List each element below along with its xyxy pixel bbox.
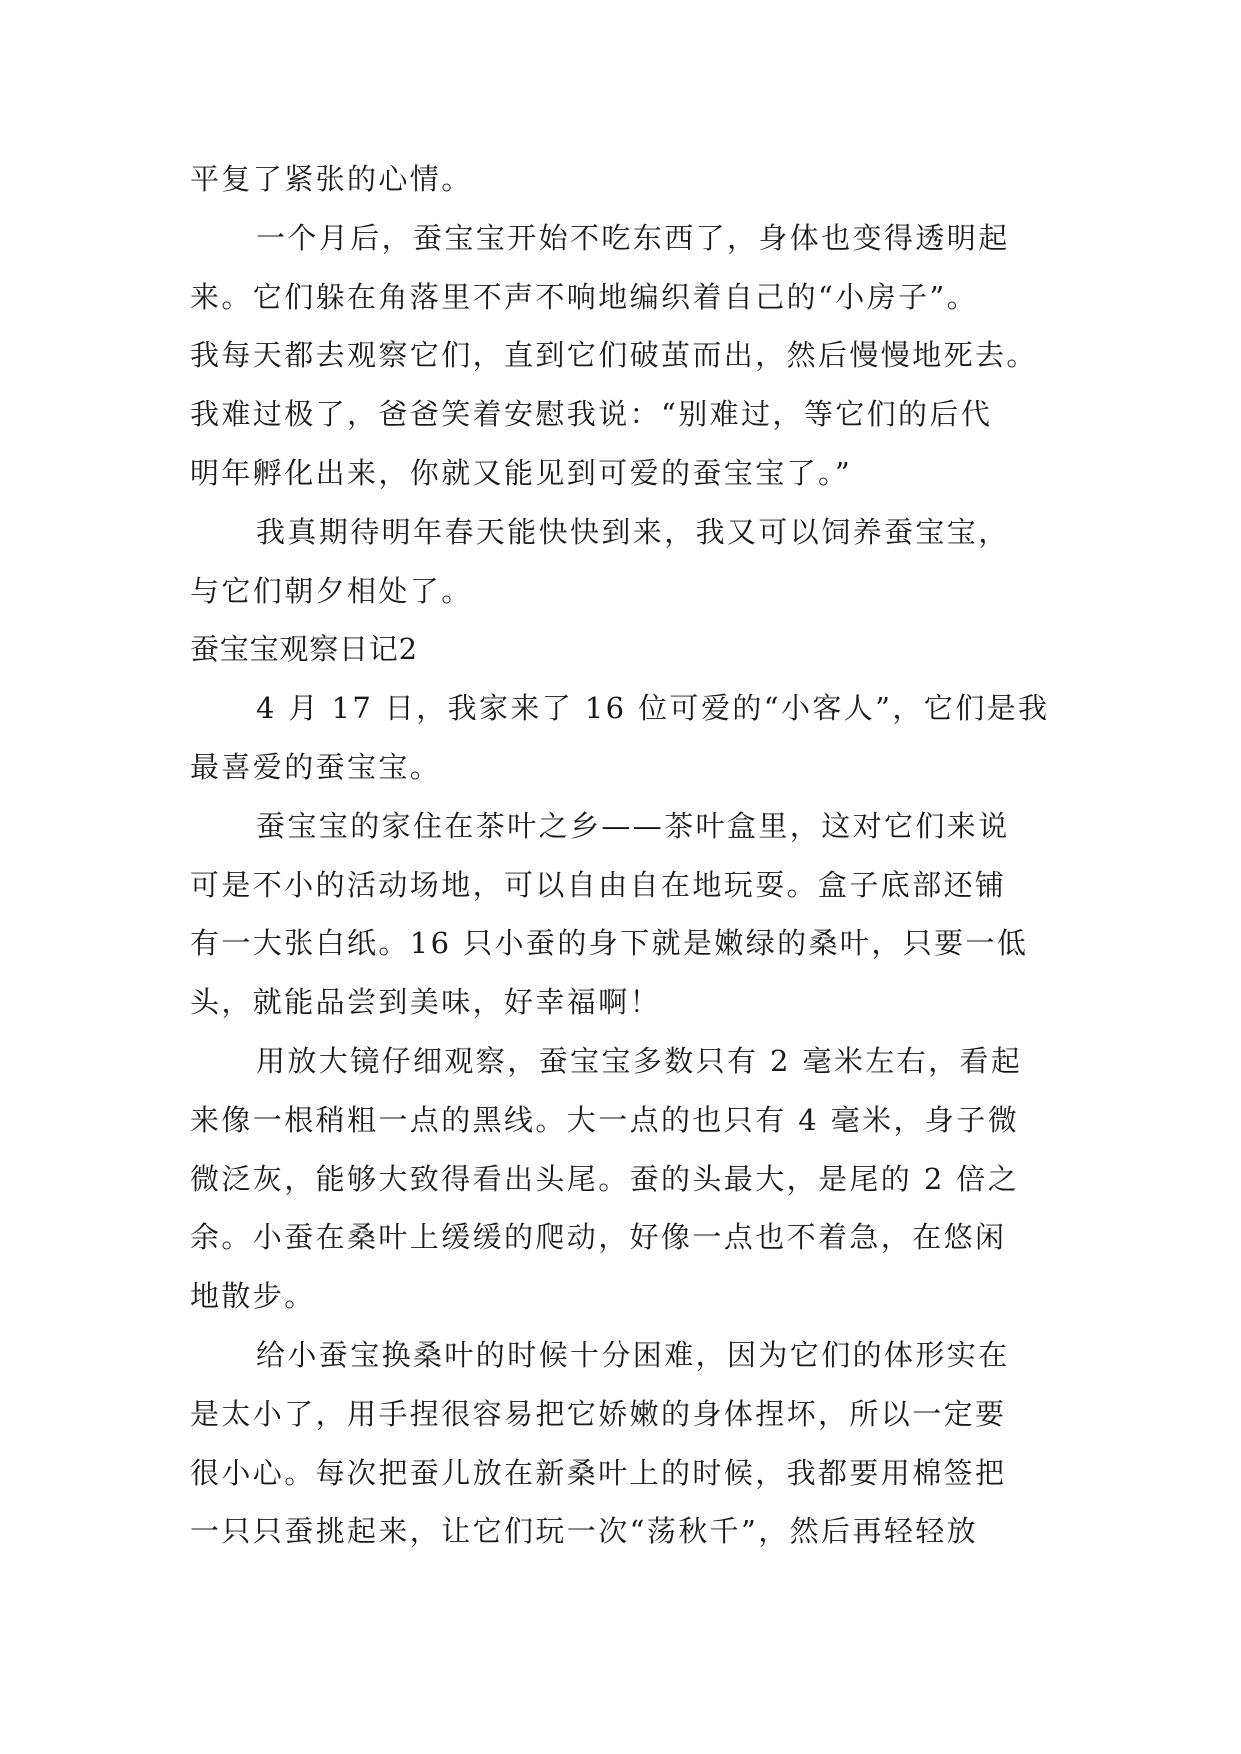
paragraph-line: 我真期待明年春天能快快到来，我又可以饲养蚕宝宝，: [256, 514, 1010, 549]
paragraph-line: 与它们朝夕相处了。: [190, 573, 473, 608]
paragraph-line: 平复了紧张的心情。: [190, 162, 473, 196]
paragraph-line: 是太小了，用手捏很容易把它娇嫩的身体捏坏，所以一定要: [190, 1396, 1007, 1431]
paragraph-line: 微泛灰，能够大致得看出头尾。蚕的头最大，是尾的 2 倍之: [190, 1161, 1020, 1196]
paragraph-line: 余。小蚕在桑叶上缓缓的爬动，好像一点也不着急，在悠闲: [190, 1220, 1007, 1255]
paragraph-line: 地散步。: [190, 1279, 316, 1314]
paragraph-line: 用放大镜仔细观察，蚕宝宝多数只有 2 毫米左右，看起: [256, 1043, 1023, 1078]
paragraph-line: 来像一根稍粗一点的黑线。大一点的也只有 4 毫米，身子微: [190, 1102, 1020, 1137]
paragraph-line: 一只只蚕挑起来，让它们玩一次“荡秋千”，然后再轻轻放: [190, 1514, 979, 1549]
paragraph-line: 我难过极了，爸爸笑着安慰我说：“别难过，等它们的后代: [190, 397, 993, 432]
paragraph-line: 蚕宝宝的家住在茶叶之乡——茶叶盒里，这对它们来说: [256, 808, 1010, 843]
paragraph-line: 我每天都去观察它们，直到它们破茧而出，然后慢慢地死去。: [190, 338, 1038, 373]
paragraph-line: 有一大张白纸。16 只小蚕的身下就是嫩绿的桑叶，只要一低: [190, 926, 1029, 961]
paragraph-line: 最喜爱的蚕宝宝。: [190, 749, 442, 784]
paragraph-line: 来。它们躲在角落里不声不响地编织着自己的“小房子”。: [190, 279, 979, 314]
paragraph-line: 给小蚕宝换桑叶的时候十分困难，因为它们的体形实在: [256, 1337, 1010, 1372]
paragraph-line: 4 月 17 日，我家来了 16 位可爱的“小客人”，它们是我: [256, 691, 1050, 726]
document-body: [190, 150, 1050, 1561]
paragraph-line: 可是不小的活动场地，可以自由自在地玩耍。盒子底部还铺: [190, 867, 1007, 902]
paragraph-line: 头，就能品尝到美味，好幸福啊！: [190, 985, 662, 1020]
section-title: 蚕宝宝观察日记2: [190, 632, 418, 667]
paragraph-line: 明年孵化出来，你就又能见到可爱的蚕宝宝了。”: [190, 455, 853, 490]
paragraph-line: 一个月后，蚕宝宝开始不吃东西了，身体也变得透明起: [256, 220, 1010, 255]
paragraph-line: 很小心。每次把蚕儿放在新桑叶上的时候，我都要用棉签把: [190, 1455, 1007, 1490]
